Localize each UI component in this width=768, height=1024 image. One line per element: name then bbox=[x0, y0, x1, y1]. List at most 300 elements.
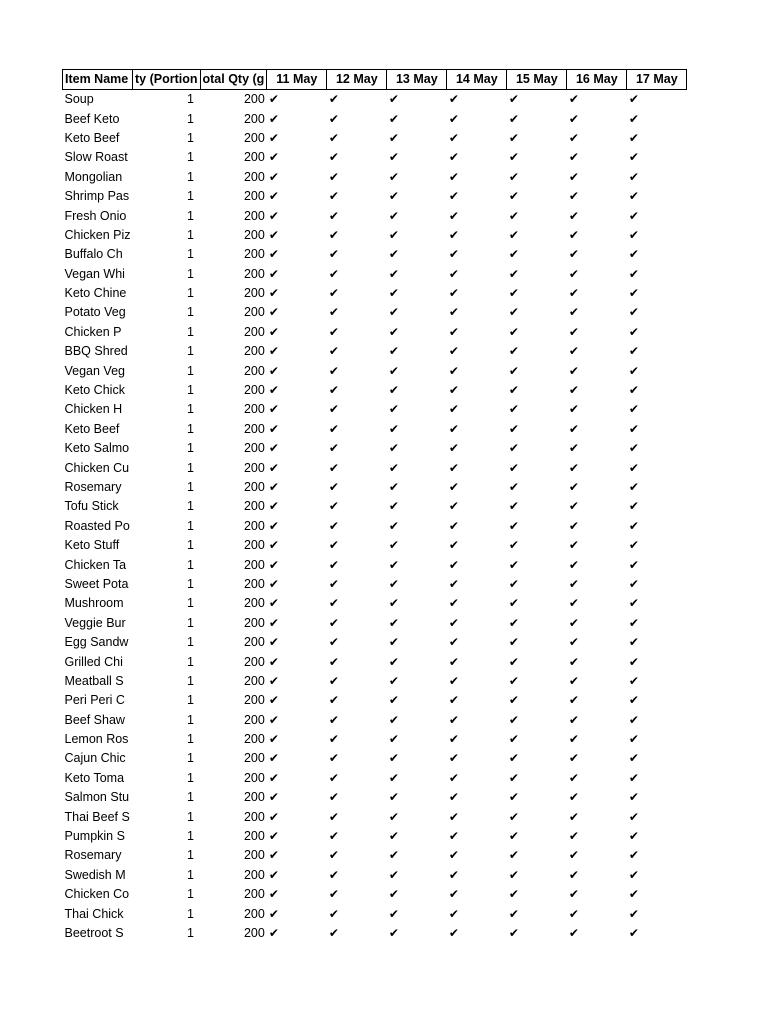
cell-qty-portion[interactable]: 1 bbox=[187, 189, 194, 204]
cell-check-day-7[interactable]: ✔ bbox=[628, 208, 639, 223]
cell-total-qty[interactable]: 200 bbox=[243, 499, 265, 514]
cell-check-day-3[interactable]: ✔ bbox=[388, 441, 399, 456]
cell-item-name[interactable]: Swedish M bbox=[64, 867, 126, 882]
cell-check-day-1[interactable]: ✔ bbox=[268, 809, 279, 824]
cell-item-name[interactable]: Meatball S bbox=[64, 673, 124, 688]
cell-check-day-1[interactable]: ✔ bbox=[268, 790, 279, 805]
cell-check-day-5[interactable]: ✔ bbox=[508, 576, 519, 591]
cell-item-name[interactable]: Keto Chick bbox=[64, 383, 125, 398]
cell-check-day-3[interactable]: ✔ bbox=[388, 925, 399, 940]
header-total-qty[interactable]: otal Qty (g bbox=[200, 70, 267, 90]
cell-qty-portion[interactable]: 1 bbox=[187, 169, 194, 184]
cell-check-day-5[interactable]: ✔ bbox=[508, 247, 519, 262]
cell-check-day-4[interactable]: ✔ bbox=[448, 867, 459, 882]
cell-check-day-5[interactable]: ✔ bbox=[508, 189, 519, 204]
cell-check-day-5[interactable]: ✔ bbox=[508, 92, 519, 107]
cell-check-day-1[interactable]: ✔ bbox=[268, 848, 279, 863]
cell-check-day-2[interactable]: ✔ bbox=[328, 518, 339, 533]
cell-check-day-5[interactable]: ✔ bbox=[508, 480, 519, 494]
cell-check-day-2[interactable]: ✔ bbox=[328, 111, 339, 126]
cell-check-day-4[interactable]: ✔ bbox=[448, 809, 459, 824]
cell-total-qty[interactable]: 200 bbox=[243, 712, 265, 727]
cell-check-day-1[interactable]: ✔ bbox=[268, 344, 279, 359]
cell-check-day-7[interactable]: ✔ bbox=[628, 809, 639, 824]
cell-check-day-3[interactable]: ✔ bbox=[388, 130, 399, 145]
cell-check-day-5[interactable]: ✔ bbox=[508, 266, 519, 281]
cell-qty-portion[interactable]: 1 bbox=[187, 266, 194, 281]
cell-check-day-5[interactable]: ✔ bbox=[508, 324, 519, 339]
cell-check-day-4[interactable]: ✔ bbox=[448, 925, 459, 940]
cell-check-day-2[interactable]: ✔ bbox=[328, 751, 339, 766]
cell-total-qty[interactable]: 200 bbox=[243, 460, 265, 475]
cell-check-day-3[interactable]: ✔ bbox=[388, 518, 399, 533]
cell-check-day-3[interactable]: ✔ bbox=[388, 421, 399, 436]
cell-check-day-7[interactable]: ✔ bbox=[628, 673, 639, 688]
cell-total-qty[interactable]: 200 bbox=[243, 848, 265, 863]
cell-check-day-6[interactable]: ✔ bbox=[568, 906, 579, 921]
cell-check-day-4[interactable]: ✔ bbox=[448, 324, 459, 339]
cell-qty-portion[interactable]: 1 bbox=[187, 712, 194, 727]
cell-check-day-5[interactable]: ✔ bbox=[508, 615, 519, 630]
cell-item-name[interactable]: Chicken Ta bbox=[64, 557, 127, 572]
cell-check-day-2[interactable]: ✔ bbox=[328, 305, 339, 320]
cell-check-day-7[interactable]: ✔ bbox=[628, 732, 639, 747]
cell-check-day-2[interactable]: ✔ bbox=[328, 324, 339, 339]
cell-check-day-6[interactable]: ✔ bbox=[568, 286, 579, 301]
cell-check-day-7[interactable]: ✔ bbox=[628, 925, 639, 940]
cell-check-day-3[interactable]: ✔ bbox=[388, 732, 399, 747]
cell-check-day-3[interactable]: ✔ bbox=[388, 324, 399, 339]
cell-qty-portion[interactable]: 1 bbox=[187, 421, 194, 436]
cell-check-day-7[interactable]: ✔ bbox=[628, 150, 639, 165]
cell-total-qty[interactable]: 200 bbox=[243, 790, 265, 805]
cell-check-day-6[interactable]: ✔ bbox=[568, 189, 579, 204]
header-day-15-may[interactable]: 15 May bbox=[507, 70, 567, 90]
cell-item-name[interactable]: Keto Beef bbox=[64, 130, 120, 145]
cell-check-day-5[interactable]: ✔ bbox=[508, 208, 519, 223]
cell-check-day-3[interactable]: ✔ bbox=[388, 693, 399, 708]
cell-check-day-7[interactable]: ✔ bbox=[628, 402, 639, 417]
cell-check-day-7[interactable]: ✔ bbox=[628, 615, 639, 630]
header-qty-portion[interactable]: ty (Portion bbox=[133, 70, 201, 90]
cell-check-day-5[interactable]: ✔ bbox=[508, 635, 519, 650]
cell-check-day-2[interactable]: ✔ bbox=[328, 848, 339, 863]
cell-check-day-7[interactable]: ✔ bbox=[628, 867, 639, 882]
cell-check-day-5[interactable]: ✔ bbox=[508, 867, 519, 882]
cell-check-day-6[interactable]: ✔ bbox=[568, 848, 579, 863]
cell-qty-portion[interactable]: 1 bbox=[187, 305, 194, 320]
cell-check-day-7[interactable]: ✔ bbox=[628, 460, 639, 475]
cell-check-day-3[interactable]: ✔ bbox=[388, 266, 399, 281]
cell-check-day-2[interactable]: ✔ bbox=[328, 576, 339, 591]
cell-check-day-6[interactable]: ✔ bbox=[568, 421, 579, 436]
cell-check-day-7[interactable]: ✔ bbox=[628, 305, 639, 320]
cell-check-day-1[interactable]: ✔ bbox=[268, 693, 279, 708]
cell-check-day-3[interactable]: ✔ bbox=[388, 363, 399, 378]
cell-item-name[interactable]: Thai Chick bbox=[64, 906, 124, 921]
cell-check-day-4[interactable]: ✔ bbox=[448, 557, 459, 572]
cell-total-qty[interactable]: 200 bbox=[243, 518, 265, 533]
cell-check-day-2[interactable]: ✔ bbox=[328, 925, 339, 940]
cell-check-day-4[interactable]: ✔ bbox=[448, 654, 459, 669]
cell-total-qty[interactable]: 200 bbox=[243, 344, 265, 359]
cell-total-qty[interactable]: 200 bbox=[243, 480, 265, 494]
cell-item-name[interactable]: Mushroom bbox=[64, 596, 124, 611]
cell-qty-portion[interactable]: 1 bbox=[187, 383, 194, 398]
cell-check-day-4[interactable]: ✔ bbox=[448, 266, 459, 281]
cell-item-name[interactable]: Keto Beef bbox=[64, 421, 120, 436]
cell-check-day-3[interactable]: ✔ bbox=[388, 751, 399, 766]
cell-check-day-2[interactable]: ✔ bbox=[328, 615, 339, 630]
cell-check-day-5[interactable]: ✔ bbox=[508, 809, 519, 824]
cell-total-qty[interactable]: 200 bbox=[243, 770, 265, 785]
cell-check-day-5[interactable]: ✔ bbox=[508, 305, 519, 320]
cell-check-day-6[interactable]: ✔ bbox=[568, 150, 579, 165]
cell-check-day-3[interactable]: ✔ bbox=[388, 848, 399, 863]
cell-check-day-4[interactable]: ✔ bbox=[448, 596, 459, 611]
header-day-17-may[interactable]: 17 May bbox=[627, 70, 687, 90]
cell-check-day-2[interactable]: ✔ bbox=[328, 732, 339, 747]
cell-check-day-1[interactable]: ✔ bbox=[268, 557, 279, 572]
cell-total-qty[interactable]: 200 bbox=[243, 111, 265, 126]
cell-total-qty[interactable]: 200 bbox=[243, 266, 265, 281]
cell-check-day-3[interactable]: ✔ bbox=[388, 867, 399, 882]
cell-check-day-5[interactable]: ✔ bbox=[508, 712, 519, 727]
cell-check-day-6[interactable]: ✔ bbox=[568, 499, 579, 514]
cell-check-day-2[interactable]: ✔ bbox=[328, 770, 339, 785]
cell-item-name[interactable]: Fresh Onio bbox=[64, 208, 127, 223]
cell-item-name[interactable]: Mongolian bbox=[64, 169, 123, 184]
cell-check-day-6[interactable]: ✔ bbox=[568, 305, 579, 320]
cell-total-qty[interactable]: 200 bbox=[243, 809, 265, 824]
cell-total-qty[interactable]: 200 bbox=[243, 596, 265, 611]
cell-check-day-7[interactable]: ✔ bbox=[628, 227, 639, 242]
cell-check-day-4[interactable]: ✔ bbox=[448, 383, 459, 398]
cell-check-day-4[interactable]: ✔ bbox=[448, 92, 459, 107]
cell-check-day-4[interactable]: ✔ bbox=[448, 227, 459, 242]
cell-check-day-1[interactable]: ✔ bbox=[268, 305, 279, 320]
cell-check-day-2[interactable]: ✔ bbox=[328, 266, 339, 281]
cell-check-day-6[interactable]: ✔ bbox=[568, 266, 579, 281]
cell-check-day-4[interactable]: ✔ bbox=[448, 615, 459, 630]
cell-check-day-4[interactable]: ✔ bbox=[448, 576, 459, 591]
cell-check-day-3[interactable]: ✔ bbox=[388, 169, 399, 184]
cell-check-day-3[interactable]: ✔ bbox=[388, 402, 399, 417]
cell-check-day-3[interactable]: ✔ bbox=[388, 790, 399, 805]
cell-check-day-4[interactable]: ✔ bbox=[448, 732, 459, 747]
cell-check-day-7[interactable]: ✔ bbox=[628, 499, 639, 514]
cell-check-day-4[interactable]: ✔ bbox=[448, 286, 459, 301]
cell-check-day-7[interactable]: ✔ bbox=[628, 324, 639, 339]
cell-check-day-4[interactable]: ✔ bbox=[448, 829, 459, 844]
cell-check-day-1[interactable]: ✔ bbox=[268, 111, 279, 126]
cell-check-day-4[interactable]: ✔ bbox=[448, 169, 459, 184]
cell-total-qty[interactable]: 200 bbox=[243, 286, 265, 301]
cell-check-day-7[interactable]: ✔ bbox=[628, 344, 639, 359]
cell-check-day-7[interactable]: ✔ bbox=[628, 576, 639, 591]
cell-qty-portion[interactable]: 1 bbox=[187, 615, 194, 630]
cell-check-day-1[interactable]: ✔ bbox=[268, 208, 279, 223]
cell-item-name[interactable]: Chicken Cu bbox=[64, 460, 130, 475]
cell-check-day-2[interactable]: ✔ bbox=[328, 421, 339, 436]
cell-check-day-1[interactable]: ✔ bbox=[268, 441, 279, 456]
cell-check-day-2[interactable]: ✔ bbox=[328, 460, 339, 475]
cell-check-day-6[interactable]: ✔ bbox=[568, 712, 579, 727]
cell-item-name[interactable]: Chicken H bbox=[64, 402, 123, 417]
cell-qty-portion[interactable]: 1 bbox=[187, 557, 194, 572]
cell-qty-portion[interactable]: 1 bbox=[187, 480, 194, 494]
cell-item-name[interactable]: Egg Sandw bbox=[64, 635, 129, 650]
cell-check-day-6[interactable]: ✔ bbox=[568, 732, 579, 747]
cell-check-day-3[interactable]: ✔ bbox=[388, 208, 399, 223]
cell-check-day-2[interactable]: ✔ bbox=[328, 130, 339, 145]
cell-check-day-1[interactable]: ✔ bbox=[268, 130, 279, 145]
cell-total-qty[interactable]: 200 bbox=[243, 732, 265, 747]
cell-check-day-3[interactable]: ✔ bbox=[388, 460, 399, 475]
cell-check-day-7[interactable]: ✔ bbox=[628, 480, 639, 494]
cell-check-day-6[interactable]: ✔ bbox=[568, 383, 579, 398]
cell-check-day-3[interactable]: ✔ bbox=[388, 227, 399, 242]
cell-item-name[interactable]: Rosemary bbox=[64, 848, 122, 863]
cell-check-day-5[interactable]: ✔ bbox=[508, 460, 519, 475]
cell-check-day-5[interactable]: ✔ bbox=[508, 654, 519, 669]
cell-check-day-7[interactable]: ✔ bbox=[628, 770, 639, 785]
cell-total-qty[interactable]: 200 bbox=[243, 576, 265, 591]
cell-check-day-4[interactable]: ✔ bbox=[448, 906, 459, 921]
cell-check-day-5[interactable]: ✔ bbox=[508, 421, 519, 436]
cell-qty-portion[interactable]: 1 bbox=[187, 809, 194, 824]
cell-check-day-6[interactable]: ✔ bbox=[568, 751, 579, 766]
cell-check-day-7[interactable]: ✔ bbox=[628, 751, 639, 766]
cell-qty-portion[interactable]: 1 bbox=[187, 887, 194, 902]
cell-check-day-3[interactable]: ✔ bbox=[388, 305, 399, 320]
cell-check-day-5[interactable]: ✔ bbox=[508, 441, 519, 456]
cell-item-name[interactable]: Chicken Co bbox=[64, 887, 130, 902]
cell-check-day-3[interactable]: ✔ bbox=[388, 673, 399, 688]
cell-total-qty[interactable]: 200 bbox=[243, 751, 265, 766]
cell-check-day-7[interactable]: ✔ bbox=[628, 363, 639, 378]
cell-total-qty[interactable]: 200 bbox=[243, 130, 265, 145]
cell-qty-portion[interactable]: 1 bbox=[187, 441, 194, 456]
cell-check-day-1[interactable]: ✔ bbox=[268, 673, 279, 688]
cell-check-day-2[interactable]: ✔ bbox=[328, 635, 339, 650]
cell-check-day-4[interactable]: ✔ bbox=[448, 480, 459, 494]
cell-check-day-1[interactable]: ✔ bbox=[268, 654, 279, 669]
cell-check-day-5[interactable]: ✔ bbox=[508, 169, 519, 184]
cell-check-day-4[interactable]: ✔ bbox=[448, 538, 459, 553]
cell-item-name[interactable]: Peri Peri C bbox=[64, 693, 125, 708]
cell-check-day-3[interactable]: ✔ bbox=[388, 596, 399, 611]
cell-qty-portion[interactable]: 1 bbox=[187, 925, 194, 940]
cell-total-qty[interactable]: 200 bbox=[243, 247, 265, 262]
cell-total-qty[interactable]: 200 bbox=[243, 324, 265, 339]
cell-check-day-7[interactable]: ✔ bbox=[628, 169, 639, 184]
cell-check-day-4[interactable]: ✔ bbox=[448, 673, 459, 688]
cell-check-day-7[interactable]: ✔ bbox=[628, 538, 639, 553]
cell-item-name[interactable]: Chicken Piz bbox=[64, 227, 131, 242]
cell-check-day-2[interactable]: ✔ bbox=[328, 596, 339, 611]
cell-item-name[interactable]: Lemon Ros bbox=[64, 732, 129, 747]
cell-qty-portion[interactable]: 1 bbox=[187, 770, 194, 785]
cell-check-day-7[interactable]: ✔ bbox=[628, 130, 639, 145]
cell-check-day-1[interactable]: ✔ bbox=[268, 286, 279, 301]
cell-check-day-5[interactable]: ✔ bbox=[508, 925, 519, 940]
cell-check-day-3[interactable]: ✔ bbox=[388, 286, 399, 301]
cell-check-day-4[interactable]: ✔ bbox=[448, 848, 459, 863]
cell-check-day-3[interactable]: ✔ bbox=[388, 189, 399, 204]
cell-check-day-2[interactable]: ✔ bbox=[328, 499, 339, 514]
cell-check-day-6[interactable]: ✔ bbox=[568, 480, 579, 494]
cell-total-qty[interactable]: 200 bbox=[243, 169, 265, 184]
cell-check-day-3[interactable]: ✔ bbox=[388, 770, 399, 785]
cell-qty-portion[interactable]: 1 bbox=[187, 867, 194, 882]
cell-check-day-5[interactable]: ✔ bbox=[508, 344, 519, 359]
cell-check-day-7[interactable]: ✔ bbox=[628, 518, 639, 533]
header-day-14-may[interactable]: 14 May bbox=[447, 70, 507, 90]
cell-qty-portion[interactable]: 1 bbox=[187, 732, 194, 747]
cell-check-day-2[interactable]: ✔ bbox=[328, 92, 339, 107]
cell-item-name[interactable]: Vegan Whi bbox=[64, 266, 125, 281]
cell-check-day-5[interactable]: ✔ bbox=[508, 227, 519, 242]
cell-check-day-2[interactable]: ✔ bbox=[328, 557, 339, 572]
cell-check-day-4[interactable]: ✔ bbox=[448, 111, 459, 126]
cell-check-day-2[interactable]: ✔ bbox=[328, 344, 339, 359]
cell-qty-portion[interactable]: 1 bbox=[187, 790, 194, 805]
cell-check-day-1[interactable]: ✔ bbox=[268, 770, 279, 785]
cell-check-day-5[interactable]: ✔ bbox=[508, 499, 519, 514]
cell-check-day-5[interactable]: ✔ bbox=[508, 286, 519, 301]
cell-check-day-3[interactable]: ✔ bbox=[388, 111, 399, 126]
cell-item-name[interactable]: Beef Keto bbox=[64, 111, 120, 126]
cell-check-day-3[interactable]: ✔ bbox=[388, 383, 399, 398]
cell-check-day-2[interactable]: ✔ bbox=[328, 867, 339, 882]
cell-total-qty[interactable]: 200 bbox=[243, 887, 265, 902]
cell-check-day-2[interactable]: ✔ bbox=[328, 712, 339, 727]
cell-qty-portion[interactable]: 1 bbox=[187, 596, 194, 611]
cell-total-qty[interactable]: 200 bbox=[243, 557, 265, 572]
cell-check-day-7[interactable]: ✔ bbox=[628, 92, 639, 107]
cell-total-qty[interactable]: 200 bbox=[243, 208, 265, 223]
cell-qty-portion[interactable]: 1 bbox=[187, 227, 194, 242]
cell-qty-portion[interactable]: 1 bbox=[187, 208, 194, 223]
cell-check-day-3[interactable]: ✔ bbox=[388, 92, 399, 107]
cell-check-day-2[interactable]: ✔ bbox=[328, 402, 339, 417]
cell-check-day-7[interactable]: ✔ bbox=[628, 848, 639, 863]
cell-total-qty[interactable]: 200 bbox=[243, 150, 265, 165]
cell-total-qty[interactable]: 200 bbox=[243, 227, 265, 242]
cell-check-day-5[interactable]: ✔ bbox=[508, 790, 519, 805]
cell-check-day-6[interactable]: ✔ bbox=[568, 596, 579, 611]
cell-check-day-6[interactable]: ✔ bbox=[568, 111, 579, 126]
cell-check-day-1[interactable]: ✔ bbox=[268, 383, 279, 398]
cell-check-day-4[interactable]: ✔ bbox=[448, 402, 459, 417]
cell-item-name[interactable]: Keto Chine bbox=[64, 286, 127, 301]
cell-check-day-5[interactable]: ✔ bbox=[508, 829, 519, 844]
cell-check-day-4[interactable]: ✔ bbox=[448, 305, 459, 320]
cell-check-day-4[interactable]: ✔ bbox=[448, 363, 459, 378]
cell-total-qty[interactable]: 200 bbox=[243, 441, 265, 456]
cell-check-day-4[interactable]: ✔ bbox=[448, 189, 459, 204]
cell-check-day-7[interactable]: ✔ bbox=[628, 557, 639, 572]
cell-item-name[interactable]: Thai Beef S bbox=[64, 809, 130, 824]
cell-qty-portion[interactable]: 1 bbox=[187, 286, 194, 301]
cell-check-day-3[interactable]: ✔ bbox=[388, 906, 399, 921]
cell-qty-portion[interactable]: 1 bbox=[187, 150, 194, 165]
header-day-11-may[interactable]: 11 May bbox=[267, 70, 327, 90]
cell-item-name[interactable]: Pumpkin S bbox=[64, 829, 125, 844]
cell-check-day-4[interactable]: ✔ bbox=[448, 770, 459, 785]
cell-check-day-1[interactable]: ✔ bbox=[268, 169, 279, 184]
cell-check-day-2[interactable]: ✔ bbox=[328, 169, 339, 184]
cell-qty-portion[interactable]: 1 bbox=[187, 111, 194, 126]
cell-check-day-4[interactable]: ✔ bbox=[448, 441, 459, 456]
cell-check-day-6[interactable]: ✔ bbox=[568, 673, 579, 688]
cell-item-name[interactable]: Shrimp Pas bbox=[64, 189, 130, 204]
cell-check-day-5[interactable]: ✔ bbox=[508, 848, 519, 863]
cell-check-day-2[interactable]: ✔ bbox=[328, 247, 339, 262]
cell-check-day-1[interactable]: ✔ bbox=[268, 712, 279, 727]
cell-check-day-2[interactable]: ✔ bbox=[328, 906, 339, 921]
cell-item-name[interactable]: Keto Stuff bbox=[64, 538, 120, 553]
cell-qty-portion[interactable]: 1 bbox=[187, 344, 194, 359]
cell-check-day-4[interactable]: ✔ bbox=[448, 887, 459, 902]
cell-check-day-6[interactable]: ✔ bbox=[568, 615, 579, 630]
cell-qty-portion[interactable]: 1 bbox=[187, 538, 194, 553]
cell-qty-portion[interactable]: 1 bbox=[187, 848, 194, 863]
cell-check-day-2[interactable]: ✔ bbox=[328, 673, 339, 688]
cell-total-qty[interactable]: 200 bbox=[243, 867, 265, 882]
cell-check-day-1[interactable]: ✔ bbox=[268, 906, 279, 921]
cell-check-day-4[interactable]: ✔ bbox=[448, 635, 459, 650]
cell-check-day-1[interactable]: ✔ bbox=[268, 925, 279, 940]
cell-check-day-4[interactable]: ✔ bbox=[448, 421, 459, 436]
cell-check-day-1[interactable]: ✔ bbox=[268, 829, 279, 844]
cell-check-day-2[interactable]: ✔ bbox=[328, 441, 339, 456]
cell-check-day-1[interactable]: ✔ bbox=[268, 867, 279, 882]
header-day-12-may[interactable]: 12 May bbox=[327, 70, 387, 90]
cell-check-day-5[interactable]: ✔ bbox=[508, 557, 519, 572]
cell-qty-portion[interactable]: 1 bbox=[187, 499, 194, 514]
cell-check-day-2[interactable]: ✔ bbox=[328, 809, 339, 824]
cell-check-day-7[interactable]: ✔ bbox=[628, 111, 639, 126]
cell-check-day-5[interactable]: ✔ bbox=[508, 111, 519, 126]
cell-check-day-7[interactable]: ✔ bbox=[628, 596, 639, 611]
cell-total-qty[interactable]: 200 bbox=[243, 635, 265, 650]
cell-check-day-1[interactable]: ✔ bbox=[268, 324, 279, 339]
cell-check-day-1[interactable]: ✔ bbox=[268, 92, 279, 107]
cell-check-day-3[interactable]: ✔ bbox=[388, 615, 399, 630]
cell-check-day-6[interactable]: ✔ bbox=[568, 925, 579, 940]
cell-check-day-3[interactable]: ✔ bbox=[388, 829, 399, 844]
cell-check-day-1[interactable]: ✔ bbox=[268, 596, 279, 611]
cell-check-day-2[interactable]: ✔ bbox=[328, 363, 339, 378]
cell-check-day-6[interactable]: ✔ bbox=[568, 790, 579, 805]
cell-total-qty[interactable]: 200 bbox=[243, 92, 265, 107]
cell-check-day-4[interactable]: ✔ bbox=[448, 247, 459, 262]
cell-check-day-4[interactable]: ✔ bbox=[448, 344, 459, 359]
cell-total-qty[interactable]: 200 bbox=[243, 829, 265, 844]
cell-check-day-5[interactable]: ✔ bbox=[508, 596, 519, 611]
cell-check-day-1[interactable]: ✔ bbox=[268, 518, 279, 533]
cell-check-day-5[interactable]: ✔ bbox=[508, 751, 519, 766]
cell-qty-portion[interactable]: 1 bbox=[187, 247, 194, 262]
cell-qty-portion[interactable]: 1 bbox=[187, 654, 194, 669]
cell-check-day-3[interactable]: ✔ bbox=[388, 557, 399, 572]
cell-check-day-1[interactable]: ✔ bbox=[268, 480, 279, 494]
cell-check-day-7[interactable]: ✔ bbox=[628, 421, 639, 436]
cell-check-day-3[interactable]: ✔ bbox=[388, 635, 399, 650]
cell-item-name[interactable]: Veggie Bur bbox=[64, 615, 126, 630]
